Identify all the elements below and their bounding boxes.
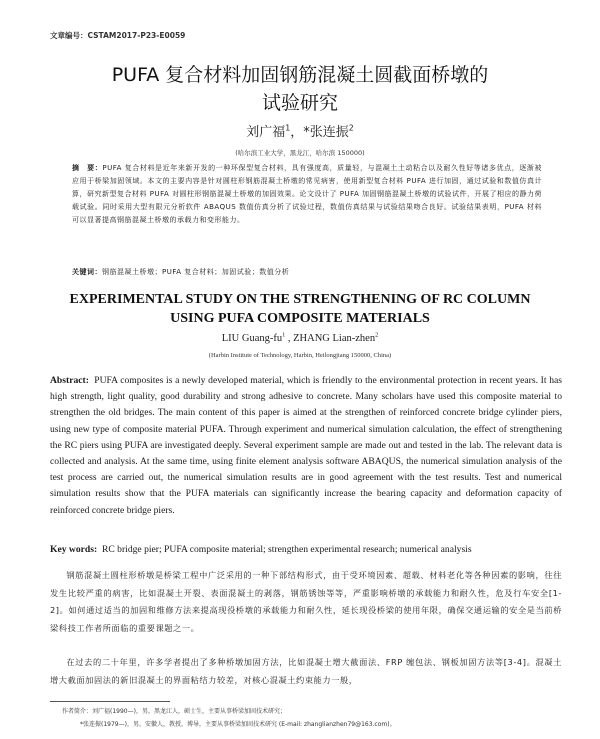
chinese-title-line2: 试验研究 (261, 92, 338, 114)
body-paragraph-2: 在过去的二十年里，许多学者提出了多种桥墩加固方法，比如混凝土增大截面法、FRP 缠包法、钢板加固方法等[3-4]。混凝土增大截面加固法的新旧混凝土的界面粘结力较差，对核心混凝土约束能力一般， (50, 657, 562, 685)
chinese-author2-name: *张连振 (303, 125, 349, 140)
chinese-affiliation: (哈尔滨工业大学，黑龙江，哈尔滨 150000) (235, 149, 365, 157)
english-keywords (50, 543, 562, 557)
chinese-keywords-label: 关键词： (72, 268, 102, 276)
english-keywords-text: RC bridge pier; PUFA composite material; strengthen experimental research; numerical analysis (101, 544, 472, 555)
chinese-keywords (72, 266, 542, 278)
body-paragraph-1: 钢筋混凝土圆柱形桥墩是桥梁工程中广泛采用的一种下部结构形式，由于受环境因素、超载、材料老化等各种因素的影响，往往发生比较严重的病害，比如混凝土开裂、表面混凝土的剥落，钢筋锈蚀等等，严重影响桥墩的承载能力和耐久性，危及行车安全[1-2]。如何通过适当的加固和维修方法来提高现役桥墩的承载能力和耐久性，延长现役桥梁的使用年限，确保交通运输的安全是当前桥梁科技工作者所面临的重要课题之一。 (50, 570, 562, 633)
english-abstract-label: Abstract: (50, 375, 89, 386)
chinese-keywords-text: 钢筋混凝土桥墩；PUFA 复合材料；加固试验；数值分析 (102, 268, 290, 276)
footnote-author1: 作者简介：刘广福(1990—)，男，黑龙江人，硕士生，主要从事桥梁加固技术研究； (62, 708, 286, 715)
chinese-title-line1: PUFA 复合材料加固钢筋混凝土圆截面桥墩的 (111, 64, 489, 86)
english-author-separator: , (285, 333, 294, 344)
english-title-line2: USING PUFA COMPOSITE MATERIALS (170, 311, 430, 326)
chinese-author2-sup: 2 (348, 123, 354, 133)
footnote-divider (50, 701, 170, 702)
chinese-abstract (72, 162, 542, 227)
chinese-abstract-text: PUFA 复合材料是近年来新开发的一种环保型复合材料，具有强度高，质量轻，与混凝土土动粘合以及耐久性好等诸多优点，逐渐被应用于桥梁加固领域。本文的主要内容是针对圆柱形钢筋混凝土桥墩的常见病害，使用新型复合材料 PUFA 进行加固，通过试验和数值仿真计算，研究新型复合材料 PUFA 对圆柱形钢筋混凝土桥墩的加固效果。论文设计了 PUFA 加固钢筋混凝土桥墩的试验试件，开展了相应的静力荷载试验。同时采用大型有限元分析软件 ABAQUS 数值仿真分析了试验过程，数值仿真结果与试验结果吻合良好。试验结果表明，PUFA 材料可以显著提高钢筋混凝土桥墩的承载力和变形能力。 (72, 164, 542, 224)
article-number: 文章编号：CSTAM2017-P23-E0059 (50, 31, 186, 40)
english-author1-name: LIU Guang-fu (221, 333, 283, 344)
english-author1-sup: 1 (282, 331, 286, 339)
english-title-line1: EXPERIMENTAL STUDY ON THE STRENGTHENING OF RC COLUMN (69, 292, 531, 307)
english-abstract-text: PUFA composites is a newly developed material, which is friendly to the environmental protection in recent years. It has high strength, light quality, good durability and strong adhesive to concrete. Many scholars have used this composite material to strengthen the old bridges. The main content of this paper is aimed at the strengthen of reinforced concrete bridge cylinder piers, using new type of composite material PUFA. Through experiment and numerical simulation calculation, the effect of strengthening the RC piers using PUFA are investigated deeply. Several experiment sample are made out and tested in the lab. The relevant data is collected and analysis. At the same time, using finite element analysis software ABAQUS, the numerical simulation analysis of the test process are carried out, the numerical simulation results are in good agreement with the test results. Test and numerical simulation results show that the PUFA materials can significantly increase the bearing capacity and deformation capacity of reinforced concrete bridge piers. (50, 375, 562, 516)
english-keywords-label: Key words: (50, 544, 98, 555)
chinese-author1-sup: 1 (285, 123, 291, 133)
english-affiliation: (Harbin Institute of Technology, Harbin, Heilongjiang 150000, China) (208, 352, 392, 359)
footnote-author2: *张连振(1979—)，男，安徽人，教授，博导，主要从事桥梁加固技术研究 (E-mail: zhanglianzhen79@163.com)。 (80, 721, 396, 728)
english-authors (40, 333, 560, 344)
english-abstract (50, 373, 562, 519)
chinese-author1-name: 刘广福 (246, 125, 286, 140)
chinese-abstract-label: 摘 要： (72, 164, 103, 172)
english-author2-sup: 2 (375, 331, 379, 339)
chinese-authors (40, 121, 560, 140)
chinese-author-separator: ， (290, 125, 304, 140)
english-author2-name: ZHANG Lian-zhen (293, 333, 376, 344)
